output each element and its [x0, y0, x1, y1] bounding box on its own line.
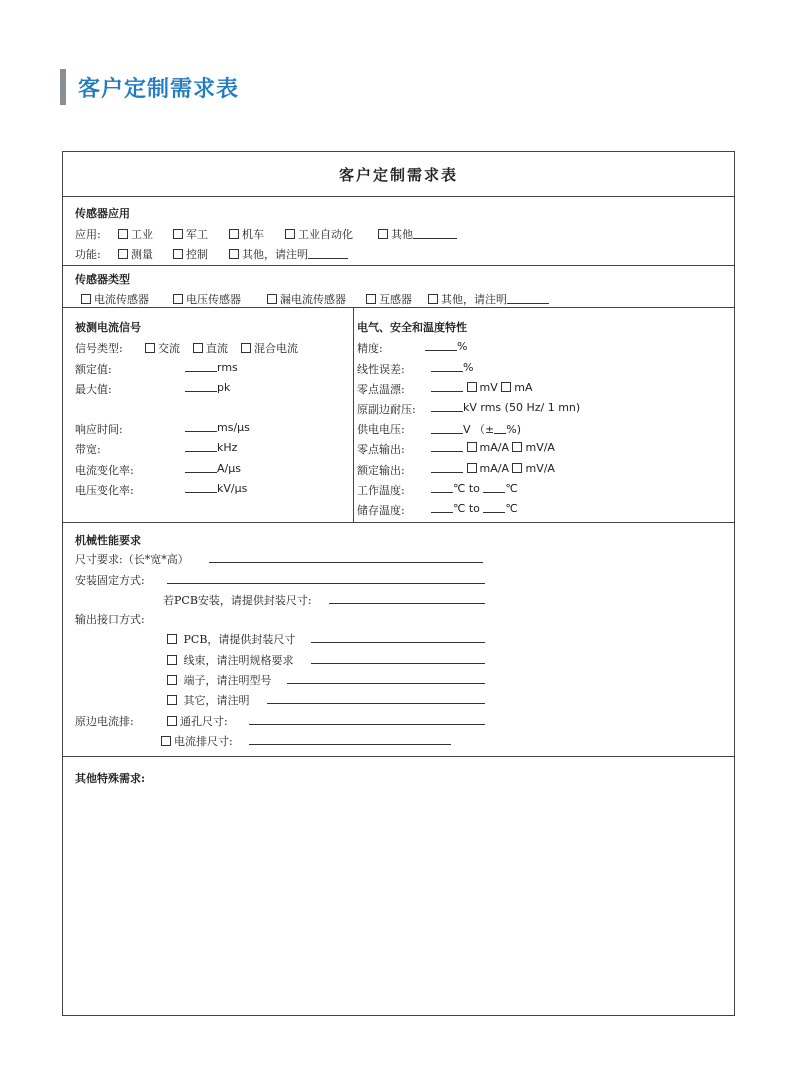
option-leakage-sensor[interactable]: 漏电流传感器 [267, 291, 346, 307]
response-field[interactable]: ms/μs [185, 421, 250, 434]
checkbox[interactable] [173, 249, 183, 259]
option-industrial-automation[interactable]: 工业自动化 [285, 226, 353, 242]
option-transformer[interactable]: 互感器 [366, 291, 412, 307]
option-measure[interactable]: 测量 [118, 246, 153, 262]
checkbox[interactable] [118, 249, 128, 259]
output-pcb[interactable]: PCB，请提供封装尺寸 [167, 631, 295, 647]
checkbox[interactable] [167, 655, 177, 665]
busbar-label: 原边电流排: [75, 715, 134, 728]
mount-line[interactable] [167, 583, 485, 584]
option-dc[interactable]: 直流 [193, 340, 228, 356]
zero-output-label: 零点输出: [357, 443, 405, 456]
rated-output-field[interactable]: mA/A mV/A [431, 462, 555, 475]
output-other[interactable]: 其它，请注明 [167, 692, 250, 708]
checkbox[interactable] [167, 634, 177, 644]
checkbox[interactable] [167, 695, 177, 705]
other-requirements-area[interactable] [75, 791, 721, 1005]
max-label: 最大值: [75, 383, 112, 396]
checkbox[interactable] [167, 675, 177, 685]
withstand-field[interactable]: kV rms (50 Hz/ 1 mn) [431, 401, 580, 414]
linearity-label: 线性误差: [357, 363, 405, 376]
checkbox[interactable] [512, 442, 522, 452]
busbar-hole-line[interactable] [249, 724, 485, 725]
section-other-requirements [63, 756, 734, 1015]
work-temp-label: 工作温度: [357, 484, 405, 497]
header-accent-bar [60, 69, 66, 105]
output-harness-line[interactable] [311, 663, 485, 664]
option-industry[interactable]: 工业 [118, 226, 153, 242]
option-type-other[interactable]: 其他，请注明 [428, 291, 549, 307]
max-field[interactable]: pk [185, 381, 230, 394]
zero-drift-field[interactable]: mV mA [431, 381, 533, 394]
output-other-line[interactable] [267, 703, 485, 704]
zero-drift-label: 零点温漂: [357, 383, 405, 396]
pcb-mount-label: 若PCB安装，请提供封装尺寸: [163, 594, 312, 607]
busbar-size[interactable]: 电流排尺寸: [161, 733, 233, 749]
checkbox[interactable] [145, 343, 155, 353]
checkbox[interactable] [229, 249, 239, 259]
supply-label: 供电电压: [357, 423, 405, 436]
checkbox[interactable] [118, 229, 128, 239]
checkbox[interactable] [512, 463, 522, 473]
app-other-line[interactable] [413, 228, 457, 239]
other-heading: 其他特殊需求: [75, 772, 146, 785]
pcb-mount-line[interactable] [329, 603, 485, 604]
measured-signal-heading: 被测电流信号 [75, 321, 141, 334]
section-signal-electrical [63, 307, 734, 522]
storage-temp-field[interactable]: ℃ to ℃ [431, 502, 518, 515]
electrical-heading: 电气、安全和温度特性 [357, 321, 467, 334]
checkbox[interactable] [81, 294, 91, 304]
checkbox[interactable] [173, 229, 183, 239]
mechanical-heading: 机械性能要求 [75, 534, 141, 547]
checkbox[interactable] [241, 343, 251, 353]
option-voltage-sensor[interactable]: 电压传感器 [173, 291, 241, 307]
requirement-form [62, 151, 735, 1016]
option-ac[interactable]: 交流 [145, 340, 180, 356]
rated-label: 额定值: [75, 363, 112, 376]
rated-field[interactable]: rms [185, 361, 238, 374]
application-label: 应用: [75, 228, 101, 241]
mount-label: 安装固定方式: [75, 574, 145, 587]
option-current-sensor[interactable]: 电流传感器 [81, 291, 149, 307]
section-sensor-application [63, 196, 734, 265]
section-mechanical [63, 522, 734, 756]
current-rate-field[interactable]: A/μs [185, 462, 241, 475]
option-military[interactable]: 军工 [173, 226, 208, 242]
bandwidth-label: 带宽: [75, 443, 101, 456]
checkbox[interactable] [366, 294, 376, 304]
checkbox[interactable] [501, 382, 511, 392]
zero-output-field[interactable]: mA/A mV/A [431, 441, 555, 454]
option-locomotive[interactable]: 机车 [229, 226, 264, 242]
section-sensor-type [63, 265, 734, 307]
size-label: 尺寸要求:（长*宽*高） [75, 553, 189, 566]
page-header [60, 68, 239, 106]
voltage-rate-label: 电压变化率: [75, 484, 134, 497]
checkbox[interactable] [285, 229, 295, 239]
current-rate-label: 电流变化率: [75, 464, 134, 477]
withstand-label: 原副边耐压: [357, 403, 416, 416]
supply-field[interactable]: V （± %) [431, 421, 521, 437]
checkbox[interactable] [229, 229, 239, 239]
rated-output-label: 额定输出: [357, 464, 405, 477]
bandwidth-field[interactable]: kHz [185, 441, 237, 454]
checkbox[interactable] [173, 294, 183, 304]
func-other-line[interactable] [308, 248, 348, 259]
output-pcb-line[interactable] [311, 642, 485, 643]
checkbox[interactable] [167, 716, 177, 726]
accuracy-label: 精度: [357, 342, 383, 355]
busbar-size-line[interactable] [249, 744, 451, 745]
output-harness[interactable]: 线束，请注明规格要求 [167, 652, 294, 668]
option-mixed[interactable]: 混合电流 [241, 340, 298, 356]
checkbox[interactable] [467, 463, 477, 473]
accuracy-field[interactable]: % [425, 340, 467, 353]
function-label: 功能: [75, 248, 101, 261]
linearity-field[interactable]: % [431, 361, 473, 374]
work-temp-field[interactable]: ℃ to ℃ [431, 482, 518, 495]
type-other-line[interactable] [507, 293, 549, 304]
sensor-type-heading: 传感器类型 [75, 273, 130, 286]
option-app-other[interactable]: 其他 [378, 226, 457, 242]
checkbox[interactable] [193, 343, 203, 353]
option-control[interactable]: 控制 [173, 246, 208, 262]
sensor-application-heading: 传感器应用 [75, 207, 130, 220]
checkbox[interactable] [467, 442, 477, 452]
option-func-other[interactable]: 其他，请注明 [229, 246, 348, 262]
output-label: 输出接口方式: [75, 613, 145, 626]
output-terminal[interactable]: 端子，请注明型号 [167, 672, 272, 688]
page-title: 客户定制需求表 [78, 76, 240, 102]
response-label: 响应时间: [75, 423, 123, 436]
busbar-hole[interactable]: 通孔尺寸: [167, 713, 228, 729]
checkbox[interactable] [378, 229, 388, 239]
checkbox[interactable] [161, 736, 171, 746]
checkbox[interactable] [467, 382, 477, 392]
checkbox[interactable] [428, 294, 438, 304]
voltage-rate-field[interactable]: kV/μs [185, 482, 247, 495]
checkbox[interactable] [267, 294, 277, 304]
output-terminal-line[interactable] [287, 683, 485, 684]
size-line[interactable] [209, 562, 483, 563]
column-divider [353, 308, 354, 522]
storage-temp-label: 储存温度: [357, 504, 405, 517]
form-title: 客户定制需求表 [338, 165, 458, 184]
signal-type-label: 信号类型: [75, 342, 123, 355]
